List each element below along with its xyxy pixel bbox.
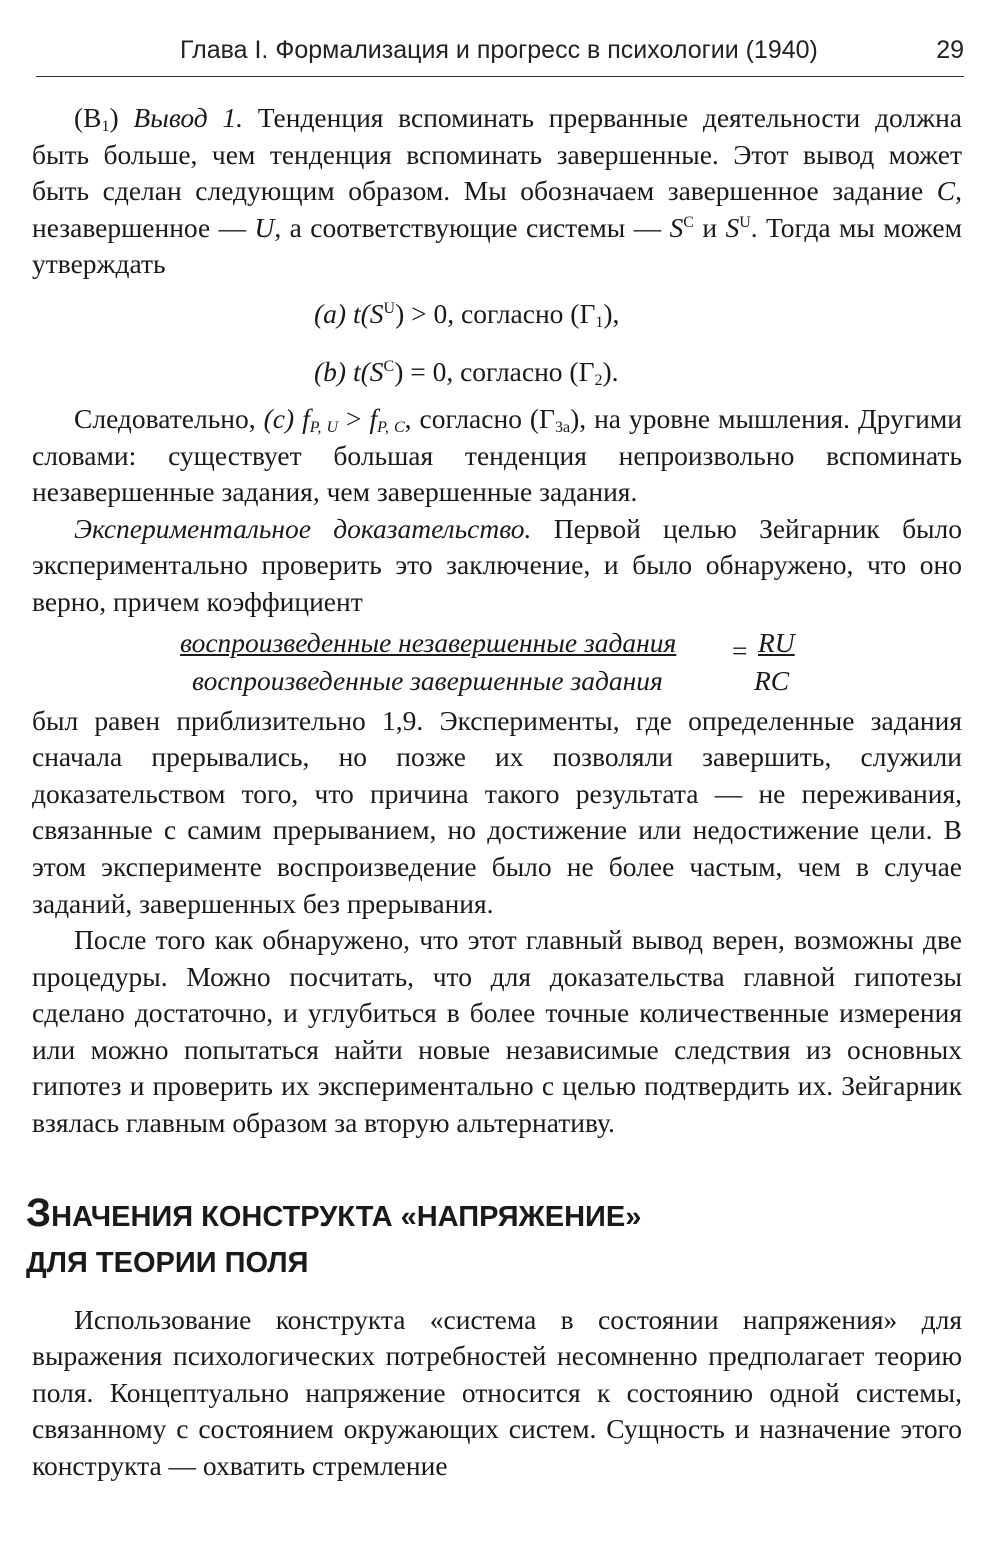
eq-text: ) > 0, согласно (Г bbox=[395, 297, 596, 329]
subscript: P, U bbox=[309, 418, 339, 436]
paragraph-tension-construct: Использование конструкта «система в состоянии напряжения» для выражения психологических потребностей несомненно предполагает теорию поля. Концептуально напряжение относится к состоянию одной системы, связанному с состоянием окружающих систем. Сущность и назначение этого конструкта — охватить стремление bbox=[32, 1303, 962, 1482]
text: (B bbox=[74, 102, 102, 133]
page-number: 29 bbox=[936, 36, 964, 64]
eq-text: ), bbox=[603, 297, 620, 329]
ratio-numerator: RU bbox=[758, 626, 795, 658]
text: Следовательно, bbox=[74, 402, 264, 434]
var-f: f bbox=[369, 402, 378, 434]
superscript: C bbox=[683, 213, 694, 231]
heading-text: НАЧЕНИЯ КОНСТРУКТА «НАПРЯЖЕНИЕ» bbox=[51, 1200, 642, 1233]
eq-label: (c) bbox=[263, 402, 303, 434]
section-heading bbox=[26, 1190, 962, 1286]
var-u: U bbox=[254, 211, 275, 243]
equals-sign: = bbox=[732, 634, 748, 666]
text: Тенденция вспоминать прерванные деятельности должна быть больше, чем тенденция вспоминать завершенные. Этот вывод может быть сделан следующим образом. Мы обозначаем завершенное задание bbox=[32, 102, 963, 207]
italic-label: Экспериментальное доказательство. bbox=[74, 512, 532, 544]
text: , а соответствующие системы — bbox=[274, 211, 670, 243]
superscript: U bbox=[383, 299, 396, 317]
var-c: C bbox=[936, 175, 956, 207]
text: Первой целью Зейгарник было экспериментально проверить это заключение, и было обнаружено, что оно верно, причем коэффициент bbox=[32, 512, 963, 617]
eq-term: t(S bbox=[352, 355, 384, 387]
text: и bbox=[693, 211, 726, 243]
text: ) bbox=[109, 102, 134, 133]
fraction-numerator: воспроизведенные незавершенные задания bbox=[180, 626, 677, 658]
var-f: f bbox=[302, 402, 310, 434]
subscript: 2 bbox=[594, 371, 603, 389]
var-s: S bbox=[725, 211, 740, 243]
eq-label: (b) bbox=[314, 355, 353, 387]
text: , незавершенное — bbox=[32, 175, 962, 243]
subscript: P, C bbox=[377, 418, 405, 436]
page-body bbox=[26, 100, 963, 1485]
var-s: S bbox=[669, 211, 684, 243]
fraction-denominator: воспроизведенные завершенные задания bbox=[192, 664, 663, 696]
subscript: 3a bbox=[554, 418, 571, 436]
coefficient-fraction bbox=[32, 625, 962, 703]
heading-initial: З bbox=[26, 1190, 52, 1235]
superscript: U bbox=[739, 213, 751, 231]
equation-b bbox=[32, 343, 962, 401]
text: ), на уровне мышления. Другими словами: существует большая тенденция непроизвольно вспоминать незавершенные задания, чем завершенные задания. bbox=[32, 402, 963, 508]
text: . Тогда мы можем утверждать bbox=[32, 211, 963, 280]
eq-text: ) = 0, согласно (Г bbox=[394, 355, 595, 387]
paragraph-procedures: После того как обнаружено, что этот главный вывод верен, возможны две процедуры. Можно посчитать, что для доказательства главной гипотезы сделано достаточно, и углубиться в более точные количественные измерения или можно попытаться найти новые независимые следствия из основных гипотез и проверить их экспериментально с целью подтвердить их. Зейгарник взялась главным образом за вторую альтернативу. bbox=[32, 924, 962, 1139]
running-header bbox=[36, 28, 964, 77]
paragraph-result: был равен приблизительно 1,9. Эксперименты, где определенные задания сначала прерывались, но позже их позволяли завершить, служили доказательством того, что причина такого результата — не переживания, связанные с самим прерыванием, но достижение или недостижение цели. В этом эксперименте воспроизведение было не более частым, чем в случае заданий, завершенных без прерывания. bbox=[32, 704, 962, 919]
paragraph-consequently bbox=[32, 401, 962, 511]
italic-label: Вывод 1. bbox=[133, 102, 244, 133]
running-title: Глава I. Формализация и прогресс в психологии (1940) bbox=[180, 36, 818, 64]
eq-term: t(S bbox=[352, 297, 384, 329]
subscript: 1 bbox=[595, 313, 604, 331]
heading-line-2: ДЛЯ ТЕОРИИ ПОЛЯ bbox=[26, 1246, 309, 1279]
eq-text: ). bbox=[602, 355, 619, 387]
eq-label: (a) bbox=[314, 297, 353, 329]
ratio-denominator: RC bbox=[754, 664, 790, 696]
paragraph-conclusion-1 bbox=[32, 100, 962, 283]
subscript: 1 bbox=[101, 118, 110, 135]
paragraph-experimental-proof bbox=[32, 511, 962, 621]
superscript: C bbox=[383, 357, 395, 375]
text: , согласно (Г bbox=[404, 402, 555, 434]
equation-a bbox=[32, 285, 962, 343]
heading-line-1 bbox=[26, 1190, 962, 1240]
text: > bbox=[338, 402, 370, 434]
